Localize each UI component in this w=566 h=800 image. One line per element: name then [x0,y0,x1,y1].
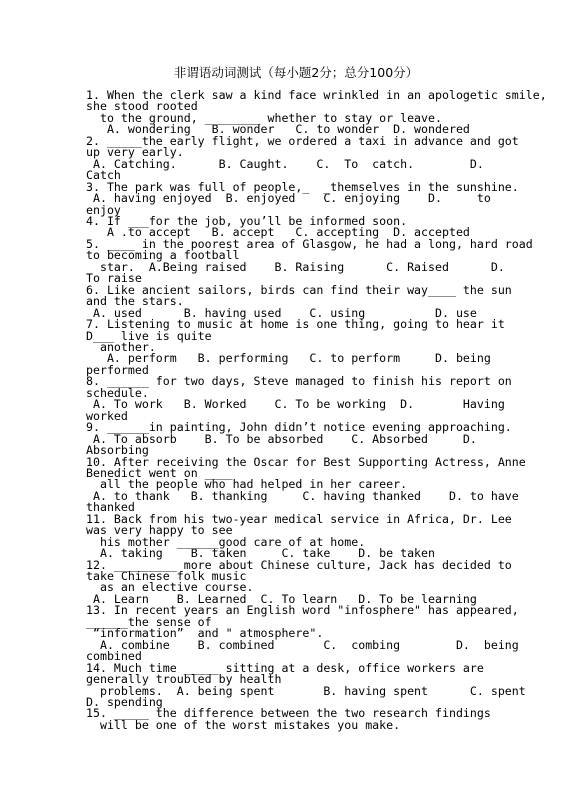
question-text-line: she stood rooted [86,99,198,114]
question-text-line: and the stars. [86,294,184,309]
answer-option-wrap: Absorbing [86,443,149,458]
answer-options: A. combine B. combined C. combing D. being [86,637,519,652]
question-text-line: 9. ______in painting, John didn’t notice evening approaching. [86,420,512,435]
question-item [86,557,512,606]
question-text-line: 1. When the clerk saw a kind face wrinkled in an apologetic smile, [86,88,547,102]
question-text-line: 10. After receiving the Oscar for Best Supporting Actress, Anne [86,454,526,469]
question-item [86,706,491,732]
question-item [86,420,512,458]
answer-option-wrap: To raise [86,271,142,286]
question-text-line: 11. Back from his two-year medical service in Africa, Dr. Lee [86,511,512,526]
answer-options: A. wondering B. wonder C. to wonder D. wondered [86,122,470,137]
question-text-line: 8. ______ for two days, Steve managed to finish his report on [86,374,512,389]
question-text-line: 7. Listening to music at home is one thing, going to hear it [86,317,505,332]
question-item [86,317,505,377]
answer-options: A. taking B. taken C. take D. be taken [86,546,436,561]
question-text-line: 4. If ___for the job, you’ll be informed soon. [86,213,408,228]
question-item [86,660,526,710]
answer-options: A. perform B. performing C. to perform D. being [86,351,491,366]
question-text-line: take Chinese folk music [86,569,247,584]
answer-options: A. To work B. Worked C. To be working D. Having [86,397,505,412]
question-list [86,88,547,732]
answer-option-wrap: thanked [86,500,135,515]
question-text-line: 2. _____the early flight, we ordered a taxi in advance and got [86,133,519,148]
question-item [86,282,512,320]
question-item [86,374,512,423]
question-text-line: was very happy to see [86,523,233,538]
question-item [86,454,526,515]
question-item [86,133,519,183]
answer-options: A. having enjoyed B. enjoyed C. enjoying D. to [86,191,491,206]
question-item [86,179,519,217]
question-text-line: 3. The park was full of people,_ _themselves in the sunshine. [86,179,519,194]
answer-options: A. to thank B. thanking C. having thanked D. to have [86,488,519,503]
page-title: 非谓语动词测试（每小题2分；总分100分） [173,65,419,80]
question-text-line: will be one of the worst mistakes you make. [86,717,401,732]
question-text-line: 13. In recent years an English word "infosphere" has appeared, [86,603,519,618]
question-text-line: to becoming a football [86,248,240,263]
question-text-line: “information” and " atmosphere". [86,626,324,641]
answer-option-wrap: enjoy [86,202,121,217]
question-text-line: to the ground, ________ whether to stay or leave. [86,110,442,125]
answer-options: star. A.Being raised B. Raising C. Raised D. [86,259,505,274]
question-text-line: 12. _________ more about Chinese culture, Jack has decided to [86,557,512,572]
question-text-line: his mother ______good care of at home. [86,534,366,549]
answer-options: A .to accept B. accept C. accepting D. accepted [86,225,470,240]
question-text-line: Benedict went on ____ [86,465,233,480]
answer-option-wrap: D. spending [86,695,163,710]
answer-option-wrap: worked [86,408,128,423]
document-page [86,65,547,732]
answer-options: A. To absorb B. To be absorbed C. Absorbed D. [86,431,477,446]
question-text-line: another. [86,339,156,354]
answer-options: problems. A. being spent B. having spent C. spent [86,683,526,698]
answer-option-wrap: combined [86,649,142,664]
answer-option-wrap: performed [86,362,149,377]
answer-option-wrap: Catch [86,168,121,183]
question-text-line: as an elective course. [86,580,254,595]
question-text-line: up very early. [86,145,184,160]
question-item [86,511,512,561]
answer-options: A. Catching. B. Caught. C. To catch. D. [86,156,484,171]
question-item [86,88,547,137]
question-text-line: 15. _____ the difference between the two research findings [86,706,491,721]
question-item [86,213,484,240]
question-text-line: 5. ____ in the poorest area of Glasgow, he had a long, hard road [86,236,533,251]
question-text-line: generally troubled by health [86,672,282,687]
answer-options: A. Learn B. Learned C. To learn D. To be learning [86,591,477,606]
question-item [86,603,519,664]
question-text-line: schedule. [86,385,149,400]
question-text-line: ______the sense of [86,614,212,629]
question-text-line: 6. Like ancient sailors, birds can find their way____ the sun [86,282,512,297]
question-text-line: 14. Much time _____ sitting at a desk, office workers are [86,660,484,675]
question-item [86,236,533,286]
answer-options: A. used B. having used C. using D. use [86,305,477,320]
question-text-line: all the people who had helped in her career. [86,477,408,492]
question-text-line: D___ live is quite [86,328,212,343]
